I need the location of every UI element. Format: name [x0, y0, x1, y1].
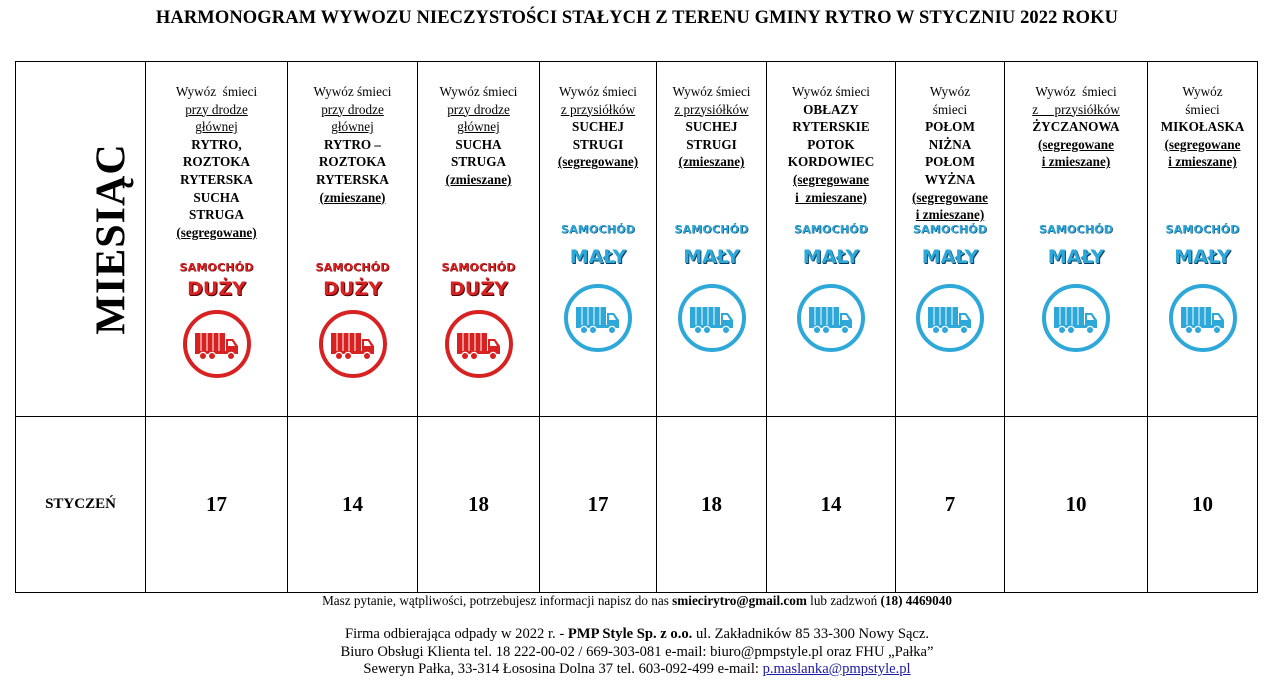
contact-prefix: Masz pytanie, wątpliwości, potrzebujesz informacji napisz do nas	[322, 593, 673, 608]
description-line: z przysiółków	[1032, 101, 1120, 117]
description-line: RYTRO –	[323, 136, 382, 152]
month-header: MIESIĄC	[88, 143, 135, 335]
small-truck-badge	[1148, 224, 1257, 354]
description-line: RYTRO,	[191, 136, 242, 152]
pickup-day-cell: 17	[540, 417, 657, 593]
garbage-truck-icon	[914, 282, 986, 354]
location-header-cell	[657, 62, 767, 417]
description-line: Wywóz śmieci	[439, 84, 518, 99]
description-line: z przysiółków	[674, 101, 749, 117]
location-description	[1005, 62, 1147, 171]
description-line: Wywóz	[1182, 84, 1223, 99]
company-email-link[interactable]: p.maslanka@pmpstyle.pl	[762, 661, 911, 677]
description-line: RYTERSKA	[316, 171, 389, 187]
small-truck-badge	[767, 224, 895, 354]
truck-label-top: SAMOCHÓD	[179, 261, 254, 274]
truck-size-label: MAŁY	[802, 246, 860, 268]
truck-label-top: SAMOCHÓD	[560, 223, 636, 236]
description-line: (segregowane)	[557, 154, 639, 170]
description-line: Wywóz śmieci	[1035, 84, 1117, 99]
garbage-truck-icon	[1167, 282, 1239, 354]
pickup-day-cell: 17	[146, 417, 288, 593]
garbage-truck-icon	[317, 308, 389, 380]
location-header-cell	[896, 62, 1005, 417]
company-line-3-prefix: Seweryn Pałka, 33-314 Łososina Dolna 37 tel. 603-092-499 e-mail:	[363, 661, 763, 677]
company-line-1	[0, 626, 1274, 644]
description-line: i zmieszane)	[1168, 154, 1237, 170]
description-line: Wywóz śmieci	[559, 84, 637, 99]
location-header-cell	[288, 62, 418, 417]
description-line: przy drodze	[447, 101, 510, 117]
description-line: STRUGA	[451, 154, 506, 170]
location-header-cell	[1005, 62, 1148, 417]
truck-size-label: MAŁY	[921, 246, 979, 268]
description-line: MIKOŁASKA	[1160, 119, 1245, 135]
location-header-cell	[146, 62, 288, 417]
description-line: śmieci	[1185, 101, 1220, 117]
data-row	[16, 417, 1258, 593]
description-line: (zmieszane)	[678, 154, 745, 170]
description-line: (segregowane	[1164, 136, 1241, 152]
description-line: i zmieszane)	[915, 207, 985, 223]
company-address: ul. Zakładników 85 33-300 Nowy Sącz.	[692, 626, 930, 642]
description-line: Wywóz śmieci	[313, 84, 392, 99]
pickup-day-cell: 7	[896, 417, 1005, 593]
truck-size-label: MAŁY	[1047, 246, 1105, 268]
description-line: Wywóz śmieci	[175, 84, 258, 99]
location-description	[146, 62, 287, 241]
description-line: Wywóz śmieci	[672, 84, 751, 99]
description-line: (segregowane	[912, 189, 988, 205]
small-truck-badge	[1005, 224, 1147, 354]
pickup-day-cell: 18	[657, 417, 767, 593]
company-line-3	[0, 661, 1274, 679]
description-line: STRUGA	[189, 207, 244, 223]
truck-size-label: DUŻY	[187, 278, 246, 300]
truck-label-top: SAMOCHÓD	[441, 261, 516, 274]
location-description	[288, 62, 417, 206]
truck-size-label: MAŁY	[569, 246, 627, 268]
pickup-day-cell: 14	[288, 417, 418, 593]
location-description	[540, 62, 656, 171]
location-description	[767, 62, 895, 206]
description-line: STRUGI	[572, 136, 624, 152]
location-header-cell	[1148, 62, 1258, 417]
description-line: STRUGI	[686, 136, 737, 152]
large-truck-badge	[146, 262, 287, 380]
small-truck-badge	[896, 224, 1004, 354]
description-line: przy drodze	[321, 101, 384, 117]
description-line: Wywóz	[929, 84, 971, 99]
truck-size-label: MAŁY	[683, 246, 740, 268]
description-line: RYTERSKIE	[792, 119, 870, 135]
location-description	[896, 62, 1004, 224]
month-cell: STYCZEŃ	[16, 417, 146, 593]
contact-middle: lub zadzwoń	[806, 593, 881, 608]
description-line: POŁOM	[925, 119, 975, 135]
pickup-day-cell: 10	[1148, 417, 1258, 593]
company-line-2: Biuro Obsługi Klienta tel. 18 222-00-02 / 669-303-081 e-mail: biuro@pmpstyle.pl oraz FHU „Pałka”	[340, 643, 934, 660]
location-description	[657, 62, 766, 171]
description-line: z przysiółków	[560, 101, 636, 117]
description-line: POTOK	[807, 136, 855, 152]
truck-label-top: SAMOCHÓD	[912, 223, 988, 236]
schedule-table	[15, 61, 1258, 593]
garbage-truck-icon	[676, 282, 748, 354]
location-header-cell	[767, 62, 896, 417]
description-line: SUCHEJ	[571, 119, 625, 135]
description-line: i zmieszane)	[1041, 154, 1111, 170]
truck-label-top: SAMOCHÓD	[315, 261, 390, 274]
description-line: SUCHEJ	[685, 119, 738, 135]
garbage-truck-icon	[181, 308, 253, 380]
description-line: (segregowane)	[176, 224, 257, 240]
description-line: przy drodze	[185, 101, 248, 117]
description-line: POŁOM	[925, 154, 975, 170]
large-truck-badge	[288, 262, 417, 380]
small-truck-badge	[657, 224, 766, 354]
description-line: KORDOWIEC	[787, 154, 875, 170]
description-line: głównej	[457, 119, 500, 135]
company-name: PMP Style Sp. z o.o.	[567, 626, 693, 642]
pickup-day-cell: 10	[1005, 417, 1148, 593]
location-header-cell	[418, 62, 540, 417]
small-truck-badge	[540, 224, 656, 354]
contact-line	[0, 593, 1274, 609]
truck-label-top: SAMOCHÓD	[1165, 223, 1240, 236]
location-header-cell	[540, 62, 657, 417]
garbage-truck-icon	[443, 308, 515, 380]
description-line: SUCHA	[193, 189, 240, 205]
contact-email[interactable]: smiecirytro@gmail.com	[672, 593, 807, 608]
truck-size-label: DUŻY	[323, 278, 382, 300]
description-line: NIŻNA	[928, 136, 972, 152]
description-line: ROZTOKA	[318, 154, 387, 170]
company-info	[0, 626, 1274, 679]
description-line: SUCHA	[455, 136, 502, 152]
page-title: HARMONOGRAM WYWOZU NIECZYSTOŚCI STAŁYCH Z TERENU GMINY RYTRO W STYCZNIU 2022 ROKU	[155, 8, 1119, 28]
description-line: Wywóz śmieci	[792, 84, 870, 99]
large-truck-badge	[418, 262, 539, 380]
description-line: (zmieszane)	[319, 189, 386, 205]
header-row	[16, 62, 1258, 417]
truck-label-top: SAMOCHÓD	[1038, 223, 1114, 236]
description-line: ROZTOKA	[182, 154, 251, 170]
truck-label-top: SAMOCHÓD	[674, 223, 749, 236]
truck-label-top: SAMOCHÓD	[793, 223, 869, 236]
description-line: (zmieszane)	[445, 171, 512, 187]
garbage-truck-icon	[1040, 282, 1112, 354]
description-line: RYTERSKA	[180, 171, 253, 187]
description-line: (segregowane	[1038, 136, 1114, 152]
contact-phone: (18) 4469040	[880, 593, 952, 608]
pickup-day-cell: 14	[767, 417, 896, 593]
company-line-1-prefix: Firma odbierająca odpady w 2022 r. -	[344, 626, 568, 642]
description-line: głównej	[195, 119, 238, 135]
description-line: śmieci	[932, 101, 968, 117]
location-description	[1148, 62, 1257, 171]
garbage-truck-icon	[795, 282, 867, 354]
description-line: OBŁAZY	[803, 101, 859, 117]
description-line: i zmieszane)	[795, 189, 867, 205]
description-line: głównej	[331, 119, 374, 135]
description-line: ŻYCZANOWA	[1032, 119, 1120, 135]
description-line: (segregowane	[793, 171, 869, 187]
month-header-cell	[16, 62, 146, 417]
pickup-day-cell: 18	[418, 417, 540, 593]
truck-size-label: MAŁY	[1174, 246, 1231, 268]
description-line: WYŻNA	[924, 171, 976, 187]
location-description	[418, 62, 539, 189]
garbage-truck-icon	[562, 282, 634, 354]
truck-size-label: DUŻY	[449, 278, 508, 300]
